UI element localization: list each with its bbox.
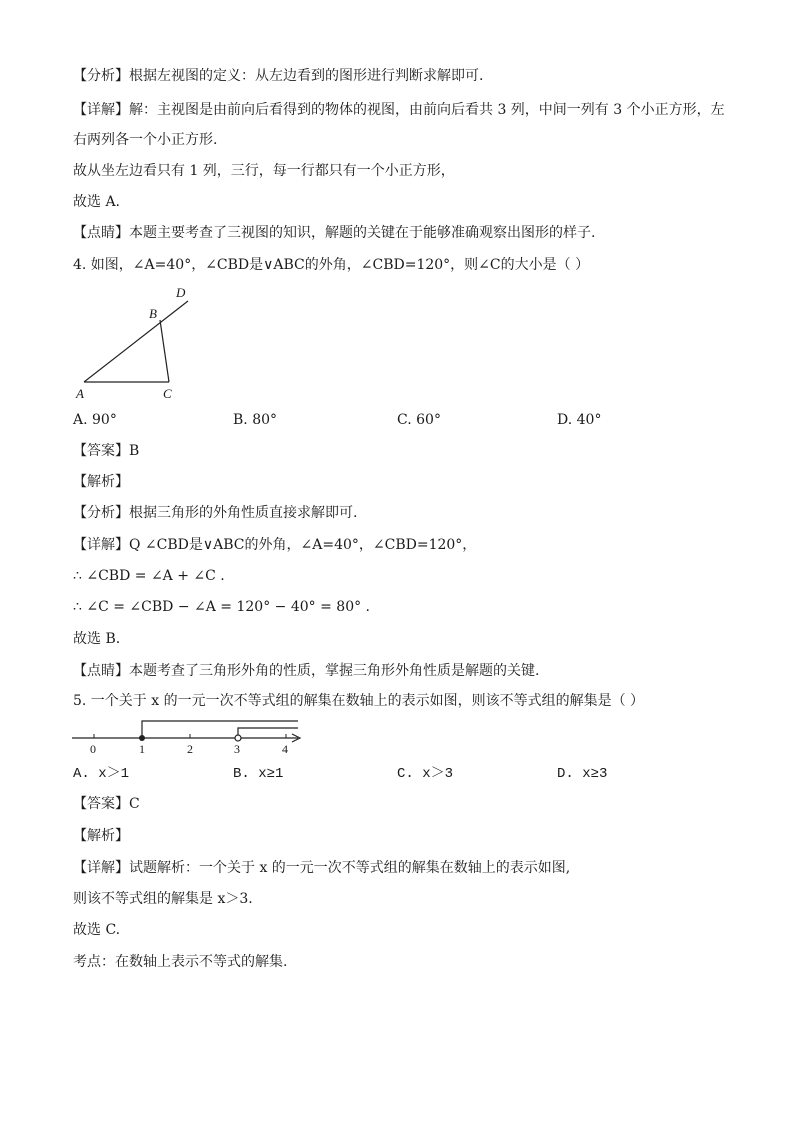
vertex-label-d: D — [176, 285, 186, 300]
q4-option-a: A. 90° — [73, 412, 117, 428]
axis-tick-label-4: 4 — [282, 742, 288, 756]
q4-option-d: D. 40° — [557, 412, 602, 428]
q5-option-a: A. x＞1 — [73, 766, 130, 782]
q3-detail-line-3: 故从坐左边看只有 1 列，三行，每一行都只有一个小正方形， — [73, 163, 455, 179]
q3-detail-line-1: 【详解】解：主视图是由前向后看得到的物体的视图，由前向后看共 3 列，中间一列有 3 个小正方形，左 — [73, 102, 725, 118]
q4-option-b: B. 80° — [233, 412, 278, 428]
q5-detail-line-1: 【详解】试题解析：一个关于 x 的一元一次不等式组的解集在数轴上的表示如图, — [73, 860, 571, 876]
q5-answer: 【答案】C — [73, 796, 140, 812]
q5-detail-line-2: 则该不等式组的解集是 x＞3. — [73, 891, 253, 907]
q4-analysis: 【分析】根据三角形的外角性质直接求解即可. — [73, 505, 358, 521]
vertex-label-a: A — [76, 386, 84, 401]
q3-choose: 故选 A. — [73, 194, 121, 210]
q5-kaodian: 考点：在数轴上表示不等式的解集. — [73, 954, 288, 970]
q3-detail-line-2: 右两列各一个小正方形. — [73, 132, 218, 148]
vertex-label-c: C — [163, 386, 172, 401]
q5-choose: 故选 C. — [73, 922, 121, 938]
open-point-3 — [235, 735, 241, 741]
axis-tick-label-2: 2 — [187, 742, 193, 756]
q4-choose: 故选 B. — [73, 631, 121, 647]
solid-point-1 — [139, 735, 145, 741]
q4-stem: 4. 如图，∠A=40°，∠CBD是∨ABC的外角，∠CBD=120°，则∠C的大小是（ ） — [73, 257, 590, 273]
axis-tick-label-1: 1 — [139, 742, 145, 756]
q5-jiexi: 【解析】 — [73, 828, 129, 844]
q5-option-b: B. x≥1 — [233, 766, 284, 782]
axis-tick-label-3: 3 — [234, 742, 240, 756]
q4-detail-line-3: ∴ ∠C = ∠CBD − ∠A = 120° − 40° = 80° . — [73, 599, 371, 615]
solution-bracket-from-3 — [238, 728, 298, 738]
q5-stem: 5. 一个关于 x 的一元一次不等式组的解集在数轴上的表示如图，则该不等式组的解集是（ ） — [73, 693, 645, 709]
axis-tick-label-0: 0 — [90, 742, 96, 756]
vertex-label-b: B — [149, 306, 157, 321]
q4-comment: 【点睛】本题考查了三角形外角的性质，掌握三角形外角性质是解题的关键. — [73, 663, 540, 679]
q5-option-c: C. x＞3 — [397, 766, 454, 782]
q3-comment: 【点睛】本题主要考查了三视图的知识，解题的关键在于能够准确观察出图形的样子. — [73, 225, 596, 241]
q4-option-c: C. 60° — [397, 412, 441, 428]
q4-detail-line-1: 【详解】Q ∠CBD是∨ABC的外角，∠A=40°，∠CBD=120°， — [73, 537, 477, 553]
q4-jiexi: 【解析】 — [73, 474, 129, 490]
q4-answer: 【答案】B — [73, 443, 140, 459]
q3-analysis: 【分析】根据左视图的定义：从左边看到的图形进行判断求解即可. — [73, 68, 484, 84]
q5-option-d: D. x≥3 — [557, 766, 608, 782]
solution-bracket-from-1 — [142, 721, 298, 738]
q4-detail-line-2: ∴ ∠CBD = ∠A + ∠C . — [73, 568, 225, 584]
